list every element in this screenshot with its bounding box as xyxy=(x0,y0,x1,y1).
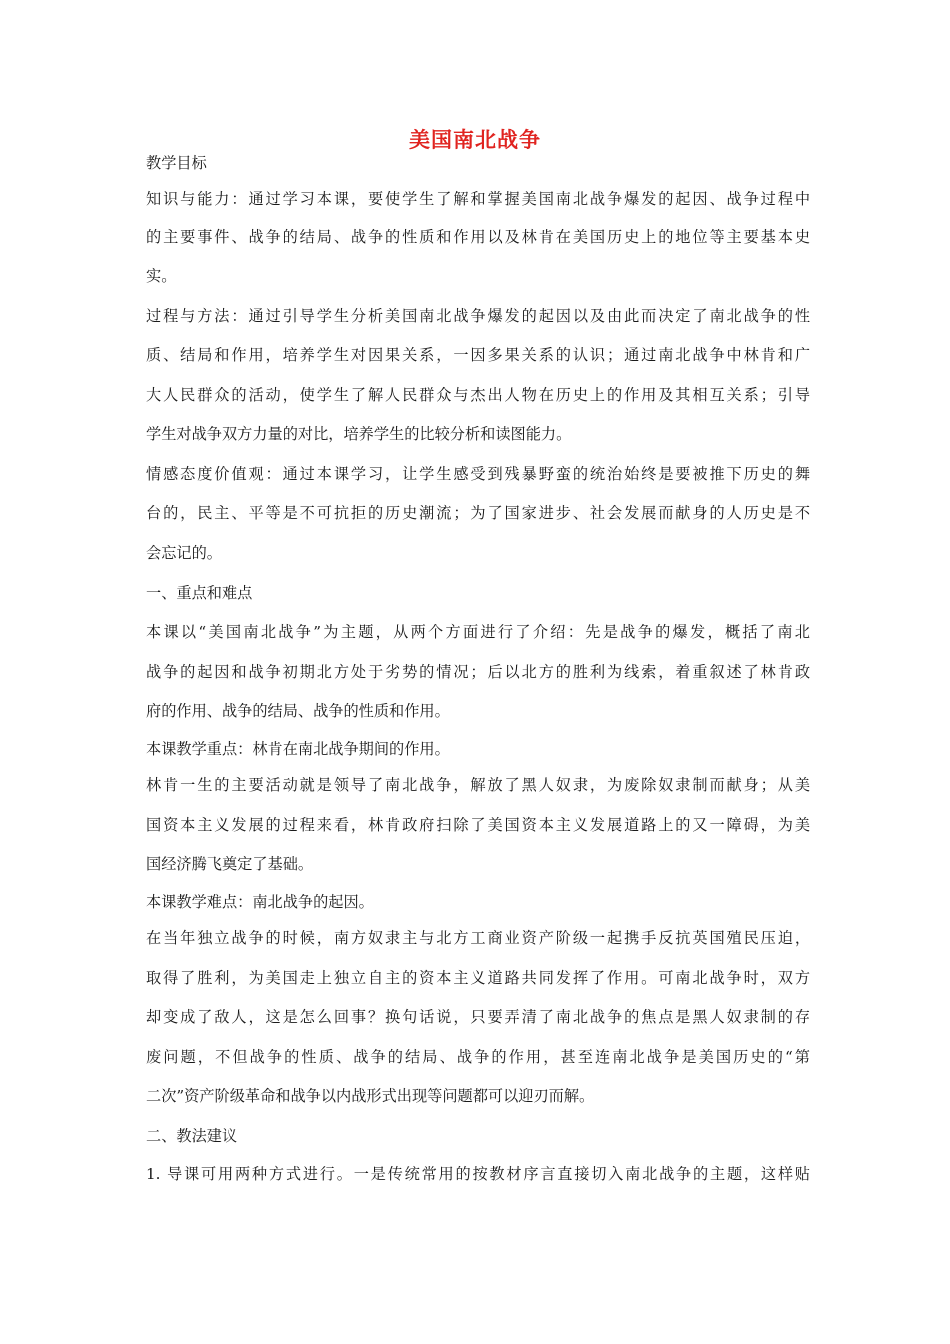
section-heading-objectives: 教学目标 xyxy=(146,154,207,172)
paragraph-line: 战争的起因和战争初期北方处于劣势的情况；后以北方的胜利为线索，着重叙述了林肯政 xyxy=(146,663,810,681)
paragraph-line: 国经济腾飞奠定了基础。 xyxy=(146,855,314,873)
paragraph-line: 本课以“美国南北战争”为主题，从两个方面进行了介绍：先是战争的爆发，概括了南北 xyxy=(146,623,810,641)
document-title: 美国南北战争 xyxy=(409,128,541,152)
paragraph-line: 国资本主义发展的过程来看，林肯政府扫除了美国资本主义发展道路上的又一障碍，为美 xyxy=(146,816,810,834)
section-heading-teaching-methods: 二、教法建议 xyxy=(146,1127,238,1145)
paragraph-line: 林肯一生的主要活动就是领导了南北战争，解放了黑人奴隶，为废除奴隶制而献身；从美 xyxy=(146,776,810,794)
paragraph-line: 废问题，不但战争的性质、战争的结局、战争的作用，甚至连南北战争是美国历史的“第 xyxy=(146,1048,810,1066)
paragraph-line: 的主要事件、战争的结局、战争的性质和作用以及林肯在美国历史上的地位等主要基本史 xyxy=(146,228,810,246)
paragraph-line: 情感态度价值观：通过本课学习，让学生感受到残暴野蛮的统治始终是要被推下历史的舞 xyxy=(146,465,810,483)
paragraph-line: 台的，民主、平等是不可抗拒的历史潮流；为了国家进步、社会发展而献身的人历史是不 xyxy=(146,504,810,522)
paragraph-line: 本课教学重点：林肯在南北战争期间的作用。 xyxy=(146,740,450,758)
paragraph-line: 大人民群众的活动，使学生了解人民群众与杰出人物在历史上的作用及其相互关系；引导 xyxy=(146,386,810,404)
paragraph-line: 会忘记的。 xyxy=(146,544,222,562)
paragraph-line: 取得了胜利，为美国走上独立自主的资本主义道路共同发挥了作用。可南北战争时，双方 xyxy=(146,969,810,987)
paragraph-line: 过程与方法：通过引导学生分析美国南北战争爆发的起因以及由此而决定了南北战争的性 xyxy=(146,307,810,325)
paragraph-line: 二次”资产阶级革命和战争以内战形式出现等问题都可以迎刃而解。 xyxy=(146,1087,595,1105)
paragraph-line: 实。 xyxy=(146,267,177,285)
paragraph-line: 府的作用、战争的结局、战争的性质和作用。 xyxy=(146,702,450,720)
paragraph-line: 本课教学难点：南北战争的起因。 xyxy=(146,893,374,911)
paragraph-line: 却变成了敌人，这是怎么回事？换句话说，只要弄清了南北战争的焦点是黑人奴隶制的存 xyxy=(146,1008,810,1026)
paragraph-line: 知识与能力：通过学习本课，要使学生了解和掌握美国南北战争爆发的起因、战争过程中 xyxy=(146,190,810,208)
paragraph-line: 质、结局和作用，培养学生对因果关系，一因多果关系的认识；通过南北战争中林肯和广 xyxy=(146,346,810,364)
paragraph-line: 1. 导课可用两种方式进行。一是传统常用的按教材序言直接切入南北战争的主题，这样贴 xyxy=(146,1165,810,1183)
paragraph-line: 学生对战争双方力量的对比，培养学生的比较分析和读图能力。 xyxy=(146,425,572,443)
paragraph-line: 在当年独立战争的时候，南方奴隶主与北方工商业资产阶级一起携手反抗英国殖民压迫， xyxy=(146,929,810,947)
section-heading-key-points: 一、重点和难点 xyxy=(146,584,253,602)
